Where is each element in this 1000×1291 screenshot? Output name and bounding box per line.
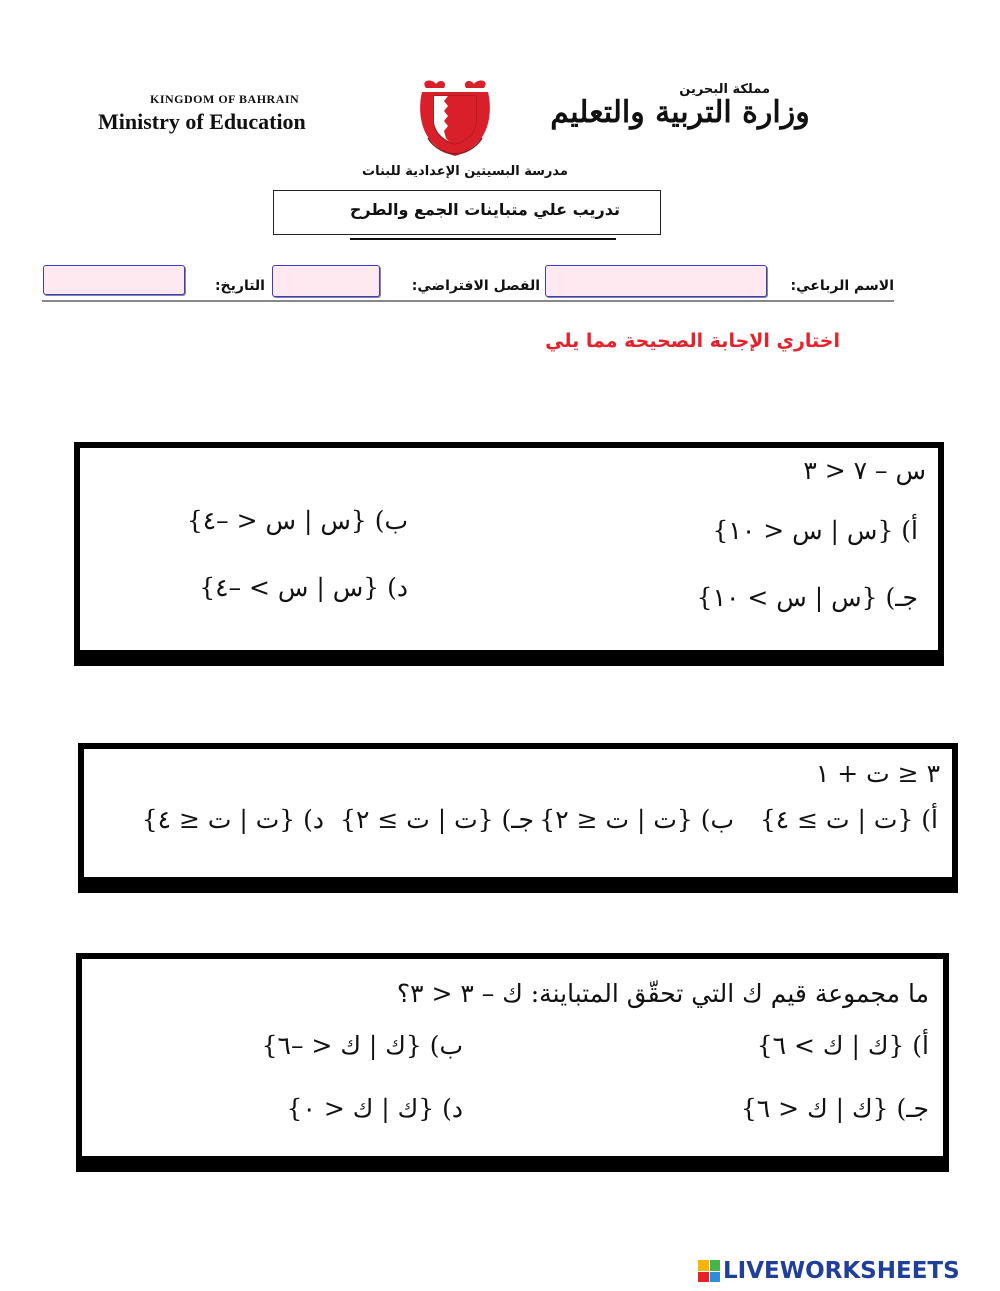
info-divider [42, 300, 894, 302]
ministry-ar-label: وزارة التربية والتعليم [550, 95, 810, 130]
school-name: مدرسة البسيتين الإعدادية للبنات [362, 164, 568, 179]
liveworksheets-footer [698, 1258, 960, 1284]
liveworksheets-brand[interactable]: LIVEWORKSHEETS [723, 1258, 960, 1284]
question-3-option-b[interactable]: ب) {ك | ك < –٦} [261, 1031, 463, 1060]
question-3-option-a[interactable]: أ) {ك | ك > ٦} [756, 1031, 929, 1060]
question-3-option-d[interactable]: د) {ك | ك < ٠} [286, 1094, 463, 1123]
question-1-option-c[interactable]: جـ) {س | س > ١٠} [696, 583, 918, 612]
question-2-option-a[interactable]: أ) {ت | ت ≥ ٤} [759, 805, 938, 834]
name-label: الاسم الرباعي: [790, 278, 894, 294]
question-1-option-d[interactable]: د) {س | س > –٤} [199, 573, 408, 602]
liveworksheets-logo-icon [698, 1260, 720, 1282]
kingdom-ar-label: مملكة البحرين [679, 82, 770, 97]
class-label: الفصل الافتراضي: [411, 278, 540, 294]
class-input[interactable] [272, 265, 380, 297]
instruction-text: اختاري الإجابة الصحيحة مما يلي [545, 330, 840, 352]
title-underline [350, 238, 616, 240]
question-2-option-c[interactable]: جـ) {ت | ت ≥ ٢} [340, 805, 534, 834]
question-3-option-c[interactable]: جـ) {ك | ك < ٦} [740, 1094, 929, 1123]
worksheet-title: تدريب علي متباينات الجمع والطرح [349, 200, 620, 219]
question-1-option-b[interactable]: ب) {س | س < –٤} [186, 506, 408, 535]
question-3-prompt: ما مجموعة قيم ك التي تحقّق المتباينة: ك – ٣ < ٣؟ [396, 979, 929, 1008]
date-input[interactable] [43, 265, 185, 295]
question-2-option-b[interactable]: ب) {ت | ت ≤ ٢} [539, 805, 734, 834]
question-1-option-a[interactable]: أ) {س | س < ١٠} [712, 516, 918, 545]
ministry-en-label: Ministry of Education [98, 109, 306, 134]
ministry-english-block [98, 92, 398, 135]
bahrain-emblem-icon [418, 78, 492, 156]
question-2-option-d[interactable]: د) {ت | ت ≤ ٤} [141, 805, 324, 834]
ministry-arabic-block [520, 82, 840, 130]
date-label: التاريخ: [214, 278, 265, 294]
kingdom-en-label: KINGDOM OF BAHRAIN [150, 92, 300, 106]
question-2-box [78, 743, 958, 893]
question-3-box [76, 953, 949, 1172]
question-1-box [74, 442, 944, 666]
question-2-prompt: ٣ ≤ ت + ١ [815, 759, 940, 788]
worksheet-title-box [273, 190, 661, 235]
question-1-prompt: س – ٧ < ٣ [803, 456, 926, 485]
name-input[interactable] [545, 265, 767, 297]
